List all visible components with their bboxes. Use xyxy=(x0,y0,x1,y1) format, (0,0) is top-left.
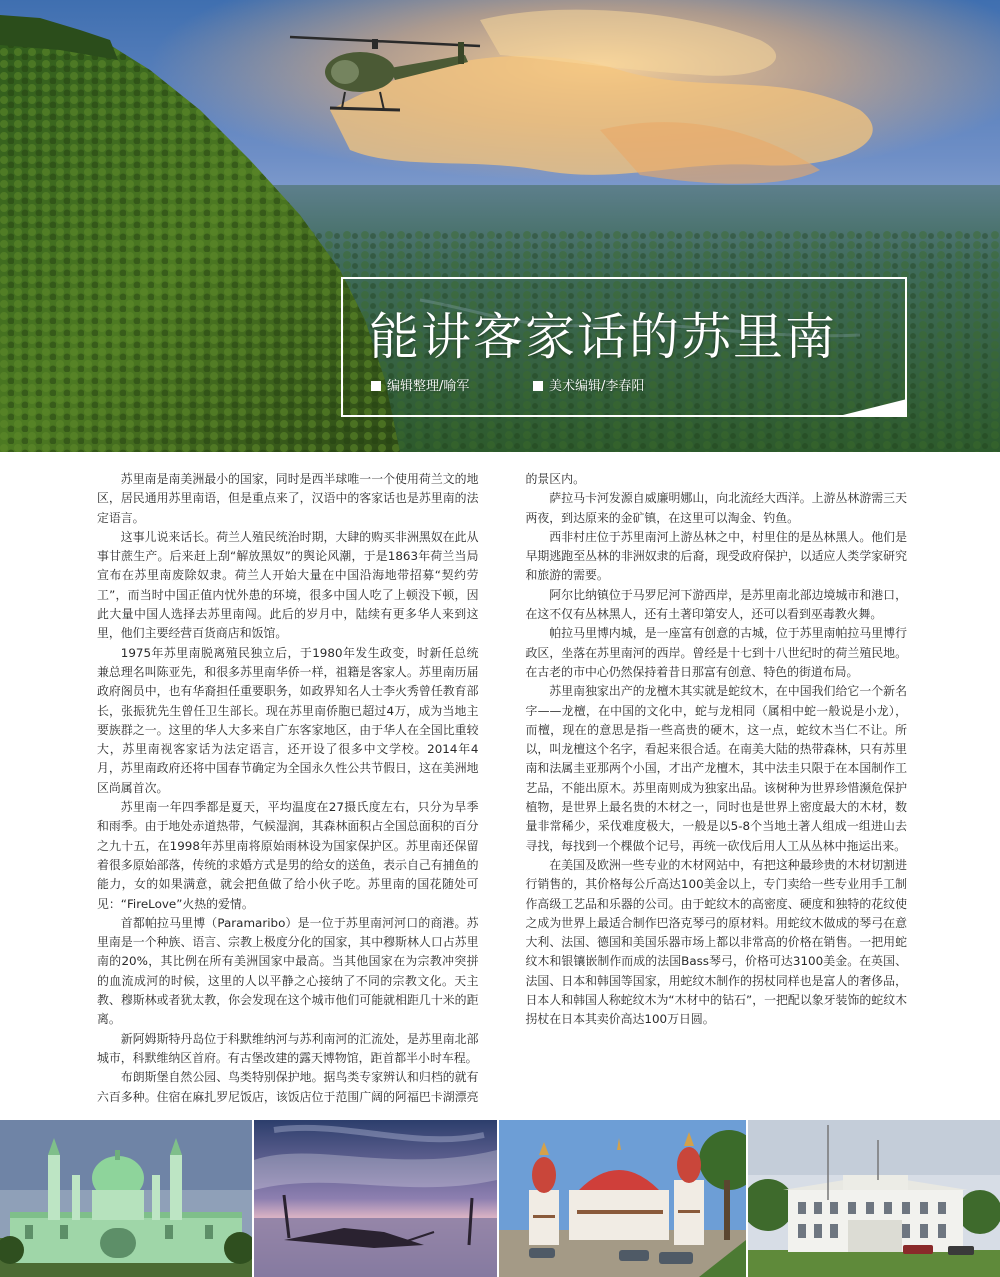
paragraph: 萨拉马卡河发源自威廉明娜山，向北流经大西洋。上游丛林游需三天两夜，到达原来的金矿镇，在这里可以淘金、钓鱼。 xyxy=(525,491,907,525)
paragraph: 苏里南一年四季都是夏天，平均温度在27摄氏度左右，只分为旱季和雨季。由于地处赤道热带，气候湿润，其森林面积占全国总面积的百分之九十五，在1998年苏里南将原始雨林设为国家保护区。苏里南还保留着很多原始部落，传统的求婚方式是男的给女的送鱼，表示自己有捕鱼的能力，女的如果满意，就会把鱼做了给小伙子吃。苏里南的国花随处可见：“FireLove”火热的爱情。 xyxy=(97,800,479,911)
art-credit xyxy=(533,375,644,394)
paragraph: 在美国及欧洲一些专业的木材网站中，有把这种最珍贵的木材切割进行销售的，其价格每公斤高达100美金以上，专门卖给一些专业用手工制作高级工艺品和乐器的公司。由于蛇纹木的高密度、硬度和独特的花纹使之成为世界上最适合制作巴洛克琴弓的原材料。用蛇纹木做成的琴弓在意大利、法国、德国和美国乐器市场上都以非常高的价格在销售。一把用蛇纹木和银镶嵌制作而成的法国Bass琴弓，价格可达3100美金。在英国、法国、日本和韩国等国家，用蛇纹木制作的拐杖同样也是富人的奢侈品，日本人和韩国人称蛇纹木为“木材中的钻石”，一把配以象牙装饰的蛇纹木拐杖在日本其卖价高达100万日圆。 xyxy=(525,857,907,1027)
editor-credit-text: 编辑整理/喻军 xyxy=(387,379,470,394)
paragraph: 西非村庄位于苏里南河上游丛林之中，村里住的是丛林黑人。他们是早期逃跑至丛林的非洲奴隶的后裔，现受政府保护，以适应人类学家研究和旅游的需要。 xyxy=(525,529,907,583)
paragraph: 阿尔比纳镇位于马罗尼河下游西岸，是苏里南北部边境城市和港口，在这不仅有丛林黑人，还有土著印第安人，还可以看到巫毒教火舞。 xyxy=(525,587,907,622)
mosque-photo xyxy=(0,1120,252,1277)
photo-strip xyxy=(0,1120,1000,1277)
editor-credit xyxy=(371,375,469,394)
paragraph: 帕拉马里博内城，是一座富有创意的古城，位于苏里南帕拉马里博行政区，坐落在苏里南河的西岸。曾经是十七到十八世纪时的荷兰殖民地。在古老的市中心仍然保持着昔日那富有创意、特色的街道布局。 xyxy=(525,626,907,679)
paragraph: 1975年苏里南脱离殖民独立后，于1980年发生政变，时新任总统兼总理名叫陈亚先，和很多苏里南华侨一样，祖籍是客家人。苏里南历届政府阁员中，也有华裔担任重要职务，如政界知名人士李火秀曾任教育部长，张振犹先生曾任卫生部长。现在苏里南侨胞已超过4万，成为当地主要族群之一。这里的华人大多来自广东客家地区，由于华人在全国比重较大，苏里南视客家话为法定语言，还开设了很多中文学校。2014年4月，苏里南政府还将中国春节确定为全国永久性公共节假日，这在美洲地区尚属首次。 xyxy=(97,645,479,795)
paragraph: 苏里南独家出产的龙檀木其实就是蛇纹木，在中国我们给它一个新名字——龙檀，在中国的文化中，蛇与龙相同（属相中蛇一般说是小龙），而檀，现在的意思是指一些高贵的硬木，这一点，蛇纹木当仁不让。所以，叫龙檀这个名字，看起来很合适。在南美大陆的热带森林，只有苏里南和法属圭亚那两个小国，才出产龙檀木，其中法圭只限于在本国制作工艺品，不能出原木。苏里南则成为独家出品。该树种为世界珍惜濒危保护植物，是世界上最名贵的木材之一，同时也是世界上密度最大的木材，数量非常稀少，采伐难度极大，一般是以5-8个当地土著人组成一组进山去寻找，每找到一个棵做个记号，再统一砍伐后用人工从丛林中拖运出来。 xyxy=(525,684,907,853)
square-bullet-icon xyxy=(533,381,543,391)
temple-photo xyxy=(499,1120,746,1277)
palace-photo xyxy=(748,1120,1000,1277)
corner-accent xyxy=(835,399,907,417)
hero-image xyxy=(0,0,1000,452)
title-box xyxy=(341,277,907,417)
driftwood-photo xyxy=(254,1120,497,1277)
paragraph: 首都帕拉马里博（Paramaribo）是一位于苏里南河河口的商港。苏里南是一个种族、语言、宗教上极度分化的国家，其中穆斯林人口占苏里南的20%，其比例在所有美洲国家中最高。当其他国家在为宗教冲突拼的血流成河的时候，这里的人以平静之心接纳了不同的宗教文化。天主教、穆斯林或者犹太教，你会发现在这个城市他们可能就相距几十米的距离。 xyxy=(97,915,479,1027)
art-credit-text: 美术编辑/李春阳 xyxy=(549,379,645,394)
paragraph: 布朗斯堡自然公园、鸟类特别保护地。据鸟类专家辨认和归档的就有六百多种。住宿在麻扎罗尼饭店，该饭店位于范围广阔的阿福巴卡湖漂亮的景区内。 xyxy=(97,472,585,1104)
article-body xyxy=(97,470,907,1110)
paragraph: 苏里南是南美洲最小的国家，同时是西半球唯一一个使用荷兰文的地区，居民通用苏里南语，但是重点来了，汉语中的客家话也是苏里南的法定语言。 xyxy=(97,472,479,525)
page-title: 能讲客家话的苏里南 xyxy=(369,308,837,366)
square-bullet-icon xyxy=(371,381,381,391)
paragraph: 新阿姆斯特丹岛位于科默维纳河与苏利南河的汇流处，是苏里南北部城市，科默维纳区首府。有古堡改建的露天博物馆，距首都半小时车程。 xyxy=(97,1031,479,1065)
paragraph: 这事儿说来话长。荷兰人殖民统治时期，大肆的购买非洲黑奴在此从事甘蔗生产。后来赶上刮“解放黑奴”的舆论风潮，于是1863年荷兰当局宣布在苏里南废除奴隶。荷兰人开始大量在中国沿海地带招募“契约劳工”，而当时中国正值内忧外患的环境，很多中国人吃了上顿没下顿，因此大量中国人选择去苏里南闯。此后的岁月中，陆续有更多华人来到这里，他们主要经营百货商店和饭馆。 xyxy=(97,529,479,641)
